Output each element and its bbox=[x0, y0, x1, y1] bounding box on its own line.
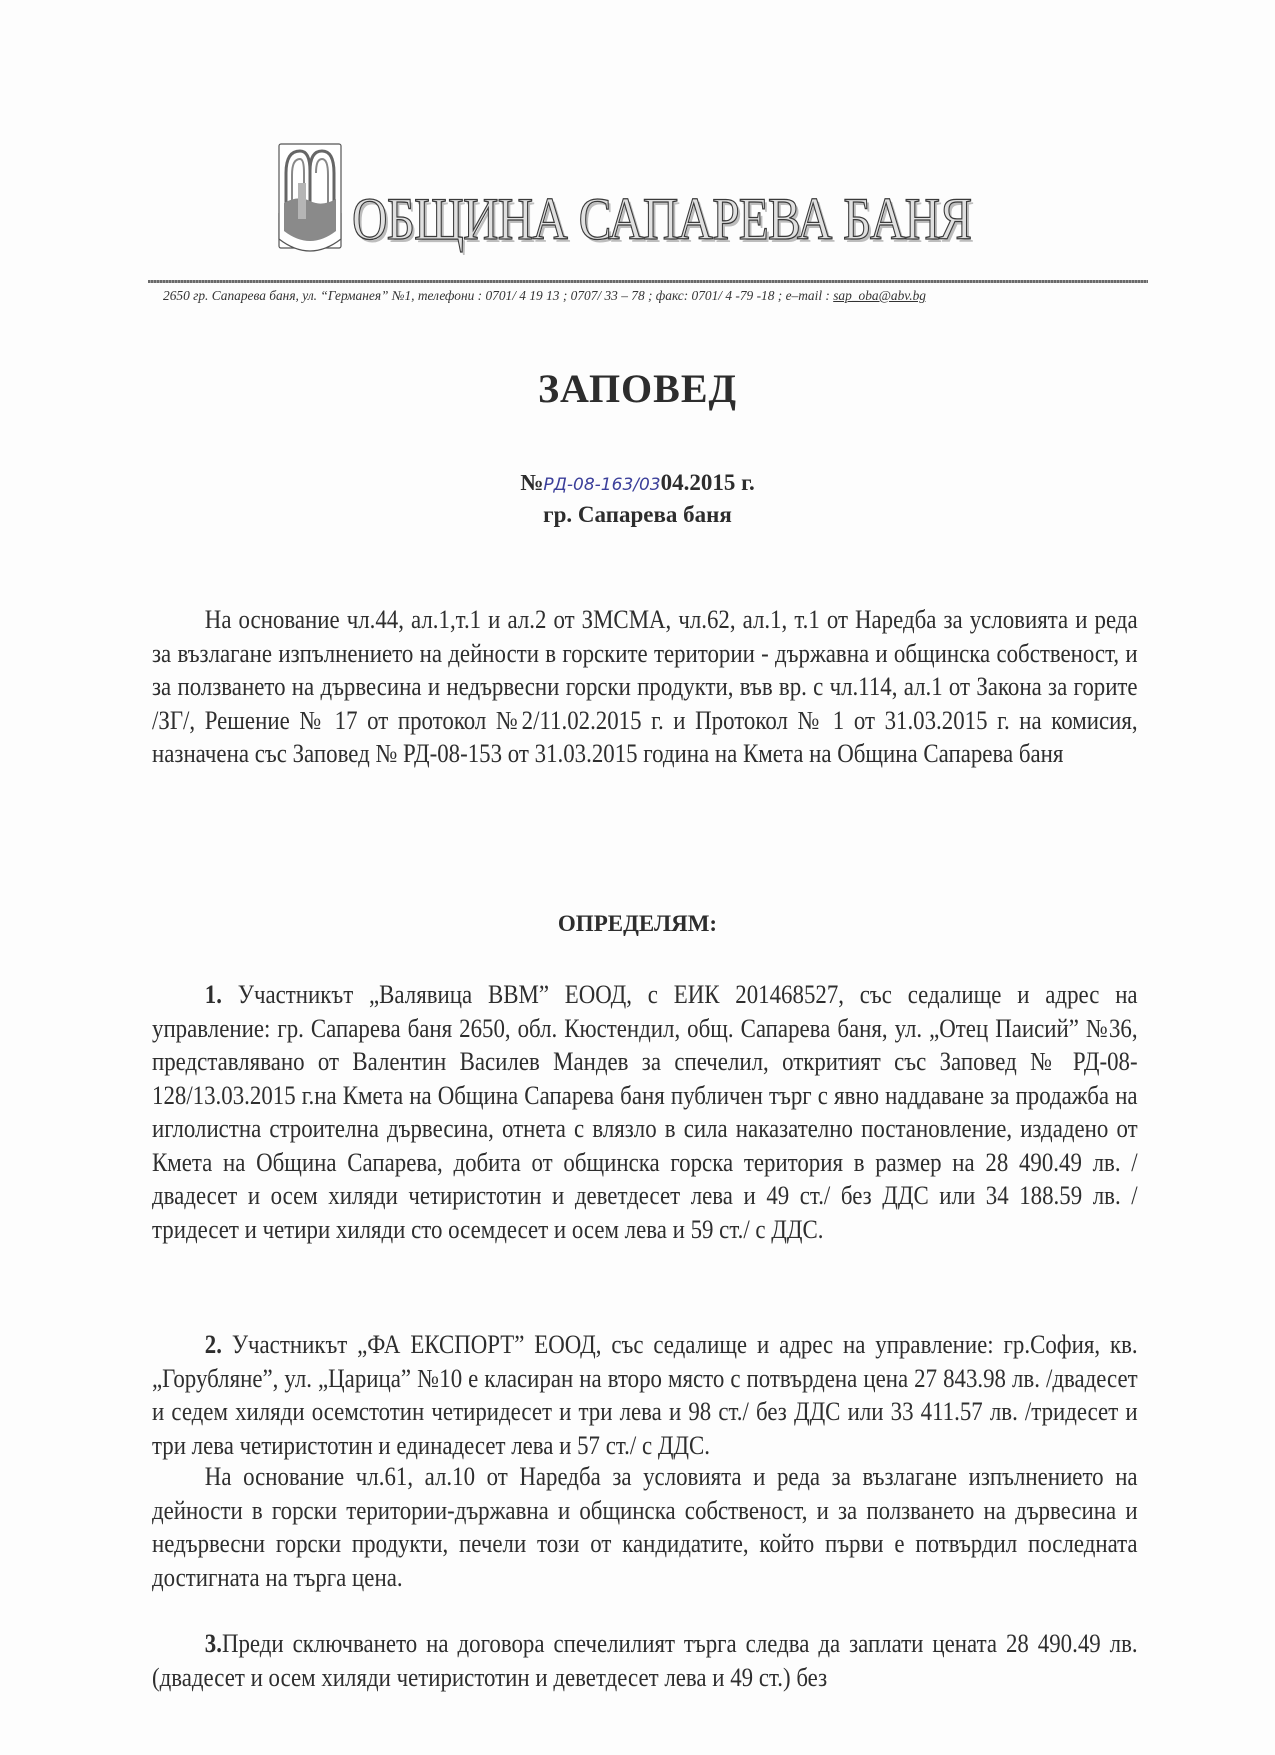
number-sign: № bbox=[520, 470, 544, 495]
municipality-name-logotype: ОБЩИНА САПАРЕВА БАНЯ bbox=[352, 186, 972, 252]
order-item-1 bbox=[152, 978, 1138, 1246]
letterhead-contacts bbox=[163, 288, 926, 304]
legal-basis-paragraph bbox=[152, 1460, 1138, 1594]
item-number: 3. bbox=[204, 1629, 222, 1658]
document-city: гр. Сапарева баня bbox=[543, 502, 732, 527]
handwritten-order-number: РД-08-163/03 bbox=[543, 475, 661, 495]
item-number: 1. bbox=[204, 980, 222, 1009]
contact-details: 2650 гр. Сапарева баня, ул. “Германея” №1, телефони : 0701/ 4 19 13 ; 0707/ 33 – 78 ; факс: 0701/ 4 -79 -18 ; e–mail : bbox=[163, 288, 834, 303]
item-text: Участникът „Валявица ВВМ” ЕООД, с ЕИК 201468527, със седалище и адрес на управление: гр. Сапарева баня 2650, обл. Кюстендил, общ. Сапарева баня, ул. „Отец Паисий” №36, представлявано от Валентин Василев Мандев за спечелил, откритият със Заповед № РД-08-128/13.03.2015 г.на Кмета на Община Сапарева баня публичен търг с явно наддаване за продажба на иглолистна строителна дървесина, отнета с влязло в сила наказателно постановление, издадено от Кмета на Община Сапарева, добита от общинска горска територия в размер на 28 490.49 лв. /двадесет и осем хиляди четиристотин и деветдесет лева и 49 ст./ без ДДС или 34 188.59 лв. /тридесет и четири хиляди сто осемдесет и осем лева и 59 ст./ с ДДС. bbox=[152, 980, 1138, 1244]
item-text: На основание чл.61, ал.10 от Наредба за условията и реда за възлагане изпълнението на дейности в горски територии-държавна и общинска собственост, и за ползването на дървесина и недървесни горски продукти, печели този от кандидатите, който първи е потвърдил последната достигната на търга цена. bbox=[152, 1462, 1138, 1592]
decision-heading: ОПРЕДЕЛЯМ: bbox=[557, 911, 718, 936]
item-text: Участникът „ФА ЕКСПОРТ” ЕООД, със седалище и адрес на управление: гр.София, кв. „Горубляне”, ул. „Царица” №10 е класиран на второ място с потвърдена цена 27 843.98 лв. /двадесет и седем хиляди осемстотин четиридесет и три лева и 98 ст./ без ДДС или 33 411.57 лв. /тридесет и три лева четиристотин и единадесет лева и 57 ст./ с ДДС. bbox=[152, 1330, 1138, 1460]
order-item-3 bbox=[152, 1627, 1138, 1694]
email-link[interactable]: sap_oba@abv.bg bbox=[833, 288, 926, 303]
order-item-2 bbox=[152, 1328, 1138, 1462]
preamble-paragraph: На основание чл.44, ал.1,т.1 и ал.2 от ЗМСМА, чл.62, ал.1, т.1 от Наредба за условията и реда за възлагане изпълнението на дейности в горските територии - държавна и общинска собственост, и за ползването на дървесина и недървесни горски продукти, във вр. с чл.114, ал.1 от Закона за горите /ЗГ/, Решение № 17 от протокол №2/11.02.2015 г. и Протокол № 1 от 31.03.2015 г. на комисия, назначена със Заповед № РД-08-153 от 31.03.2015 година на Кмета на Община Сапарева баня bbox=[152, 605, 1138, 768]
item-text: Преди сключването на договора спечелилият търга следва да заплати цената 28 490.49 лв. (двадесет и осем хиляди четиристотин и деветдесет лева и 49 ст.) без bbox=[152, 1629, 1138, 1692]
item-number: 2. bbox=[204, 1330, 222, 1359]
order-number bbox=[0, 470, 1275, 496]
order-date: 04.2015 г. bbox=[660, 470, 755, 495]
municipality-coat-of-arms-icon bbox=[278, 143, 342, 261]
document-title: ЗАПОВЕД bbox=[537, 366, 738, 411]
letterhead-divider bbox=[148, 280, 1148, 283]
